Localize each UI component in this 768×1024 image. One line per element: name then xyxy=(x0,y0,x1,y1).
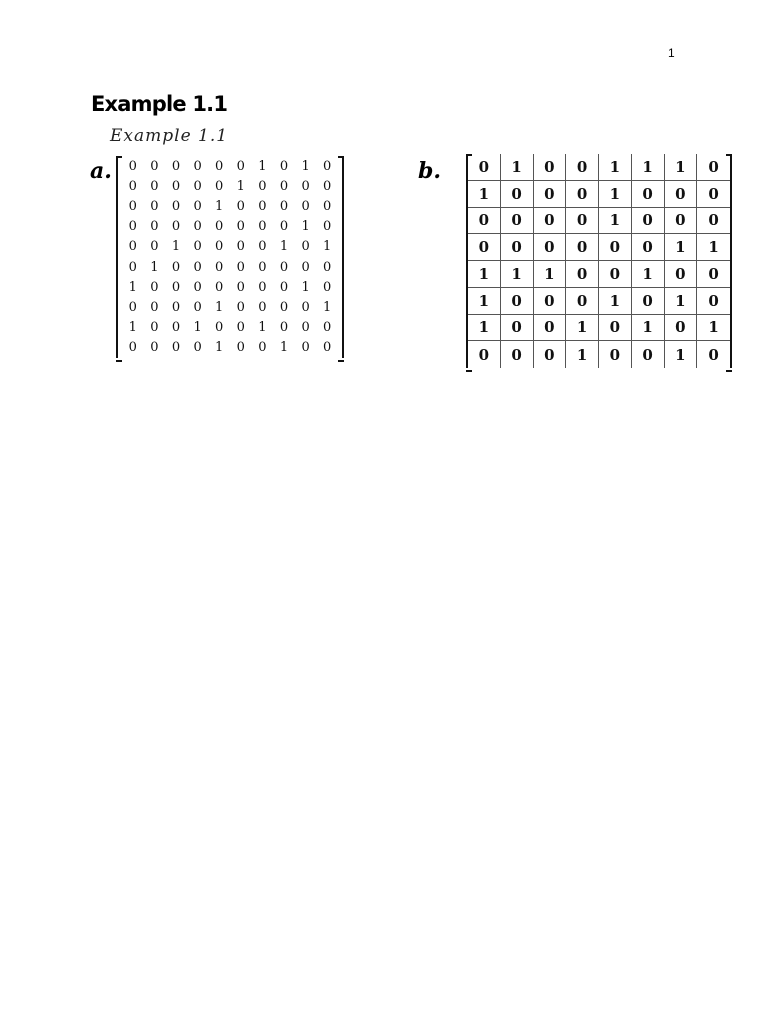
matrix-a-cell: 1 xyxy=(193,320,202,336)
matrix-a-cell: 0 xyxy=(323,259,332,275)
matrix-a-cell: 0 xyxy=(193,178,202,194)
matrix-a-cell: 1 xyxy=(323,239,332,255)
matrix-b-cell: 0 xyxy=(534,208,567,235)
matrix-a-cell: 0 xyxy=(128,259,137,275)
matrix-a-cell: 0 xyxy=(150,239,159,255)
matrix-b-cell: 0 xyxy=(632,181,665,208)
matrix-b-cell: 0 xyxy=(632,234,665,261)
matrix-b-cell: 1 xyxy=(632,261,665,288)
matrix-b-cell: 1 xyxy=(697,315,730,342)
handwritten-matrices-photo xyxy=(88,124,738,374)
matrix-b-cell: 0 xyxy=(697,181,730,208)
matrix-a-cell: 0 xyxy=(258,299,267,315)
matrix-b-cell: 0 xyxy=(566,261,599,288)
matrix-b-cell: 0 xyxy=(665,261,698,288)
matrix-a-grid xyxy=(118,156,342,358)
matrix-a-cell: 0 xyxy=(171,340,181,356)
matrix-b-cell: 1 xyxy=(665,234,698,261)
matrix-b-cell: 1 xyxy=(632,315,665,342)
matrix-a-cell: 1 xyxy=(279,239,289,255)
matrix-a-cell: 0 xyxy=(323,340,332,356)
matrix-a-cell: 0 xyxy=(215,178,224,194)
matrix-b-cell: 0 xyxy=(468,234,501,261)
matrix-a-cell: 0 xyxy=(215,259,224,275)
matrix-a-cell: 0 xyxy=(258,239,267,255)
matrix-a-cell: 1 xyxy=(215,340,224,356)
matrix-a-cell: 0 xyxy=(258,178,267,194)
matrix-a-cell: 0 xyxy=(301,320,310,336)
matrix-a-cell: 1 xyxy=(323,299,332,315)
matrix-b-cell: 1 xyxy=(665,288,698,315)
matrix-a-cell: 0 xyxy=(301,239,310,255)
matrix-b-cell: 0 xyxy=(697,288,730,315)
matrix-a-cell: 0 xyxy=(193,340,202,356)
matrix-a-cell: 1 xyxy=(128,320,137,336)
matrix-a-cell: 0 xyxy=(279,178,289,194)
matrix-b-cell: 0 xyxy=(665,208,698,235)
matrix-b-cell: 0 xyxy=(599,261,632,288)
matrix-b-cell: 0 xyxy=(599,234,632,261)
matrix-b-cell: 0 xyxy=(665,315,698,342)
matrix-a-cell: 0 xyxy=(258,198,267,214)
matrix-b-cell: 0 xyxy=(697,154,730,181)
matrix-a-cell: 0 xyxy=(215,320,224,336)
matrix-a-cell: 0 xyxy=(150,158,159,174)
matrix-a-cell: 0 xyxy=(193,259,202,275)
matrix-b-cell: 0 xyxy=(708,345,719,364)
matrix-a-cell: 0 xyxy=(150,299,159,315)
matrix-a-cell: 1 xyxy=(258,320,267,336)
matrix-a-cell: 0 xyxy=(301,178,310,194)
matrix-a-cell: 0 xyxy=(236,299,245,315)
matrix-a-cell: 0 xyxy=(323,279,332,295)
matrix-a-cell: 0 xyxy=(301,299,310,315)
matrix-b-cell: 1 xyxy=(665,154,698,181)
matrix-a-cell: 1 xyxy=(279,340,289,356)
matrix-b-cell: 1 xyxy=(665,341,698,368)
matrix-b-cell: 1 xyxy=(468,315,501,342)
matrix-b-cell: 0 xyxy=(501,181,534,208)
matrix-a-cell: 0 xyxy=(171,259,181,275)
matrix-b-cell: 1 xyxy=(697,234,730,261)
matrix-a-cell: 0 xyxy=(215,158,224,174)
matrix-b-cell: 0 xyxy=(534,154,567,181)
matrix-b-cell: 1 xyxy=(468,288,501,315)
matrix-a xyxy=(116,156,344,358)
matrix-b-cell: 0 xyxy=(501,315,534,342)
matrix-b-cell: 0 xyxy=(566,288,599,315)
matrix-b-cell: 1 xyxy=(501,154,534,181)
matrix-a-cell: 0 xyxy=(171,178,181,194)
matrix-a-cell: 0 xyxy=(193,198,202,214)
matrix-a-cell: 0 xyxy=(258,279,267,295)
matrix-b-cell: 0 xyxy=(566,154,599,181)
matrix-a-cell: 0 xyxy=(193,219,202,235)
matrix-b-cell: 0 xyxy=(697,208,730,235)
matrix-a-cell: 0 xyxy=(128,198,137,214)
matrix-a-cell: 0 xyxy=(323,320,332,336)
matrix-b-cell: 1 xyxy=(468,181,501,208)
matrix-b-cell: 1 xyxy=(632,154,665,181)
matrix-a-cell: 0 xyxy=(150,279,159,295)
matrix-a-cell: 0 xyxy=(258,259,267,275)
matrix-b-cell: 0 xyxy=(534,315,567,342)
matrix-b-cell: 0 xyxy=(599,315,632,342)
matrix-a-cell: 0 xyxy=(171,198,181,214)
matrix-a-cell: 0 xyxy=(323,198,332,214)
matrix-a-cell: 0 xyxy=(128,239,137,255)
matrix-a-cell: 1 xyxy=(258,158,267,174)
matrix-a-cell: 0 xyxy=(215,219,224,235)
matrix-a-cell: 0 xyxy=(128,178,137,194)
matrix-a-cell: 0 xyxy=(171,158,181,174)
matrix-b-label: b. xyxy=(418,158,442,184)
matrix-b-cell: 0 xyxy=(534,181,567,208)
matrix-b-cell: 0 xyxy=(501,234,534,261)
matrix-a-cell: 0 xyxy=(128,340,137,356)
matrix-a-cell: 0 xyxy=(279,279,289,295)
matrix-a-cell: 0 xyxy=(236,158,245,174)
matrix-a-cell: 1 xyxy=(215,299,224,315)
matrix-a-cell: 0 xyxy=(323,219,332,235)
page-heading: Example 1.1 xyxy=(91,92,228,116)
matrix-a-cell: 0 xyxy=(171,299,181,315)
matrix-a-cell: 1 xyxy=(215,198,224,214)
matrix-a-cell: 0 xyxy=(236,340,245,356)
matrix-b-cell: 0 xyxy=(665,181,698,208)
matrix-b-cell: 0 xyxy=(632,341,665,368)
matrix-a-cell: 0 xyxy=(279,299,289,315)
matrix-a-cell: 0 xyxy=(258,340,267,356)
matrix-a-cell: 0 xyxy=(323,178,332,194)
matrix-a-cell: 0 xyxy=(301,198,310,214)
matrix-a-cell: 0 xyxy=(279,259,289,275)
matrix-a-cell: 0 xyxy=(128,158,137,174)
matrix-b-cell: 0 xyxy=(468,208,501,235)
matrix-a-cell: 1 xyxy=(128,279,137,295)
matrix-a-cell: 0 xyxy=(323,158,332,174)
matrix-b-cell: 1 xyxy=(599,154,632,181)
matrix-a-cell: 0 xyxy=(171,219,181,235)
matrix-a-cell: 0 xyxy=(193,279,202,295)
matrix-b-grid xyxy=(468,154,730,368)
matrix-a-cell: 0 xyxy=(236,219,245,235)
matrix-b-cell: 0 xyxy=(599,341,632,368)
matrix-a-label: a. xyxy=(90,158,112,184)
matrix-a-cell: 0 xyxy=(301,340,310,356)
matrix-a-cell: 0 xyxy=(236,279,245,295)
matrix-b-cell: 0 xyxy=(632,208,665,235)
matrix-a-cell: 0 xyxy=(171,320,181,336)
matrix-b-cell: 0 xyxy=(501,288,534,315)
matrix-a-cell: 0 xyxy=(150,178,159,194)
matrix-b-cell: 0 xyxy=(566,181,599,208)
matrix-a-cell: 0 xyxy=(150,320,159,336)
matrix-b-cell: 0 xyxy=(566,208,599,235)
matrix-a-cell: 1 xyxy=(171,239,181,255)
matrix-a-cell: 1 xyxy=(301,158,310,174)
matrix-a-cell: 0 xyxy=(215,279,224,295)
matrix-a-cell: 0 xyxy=(236,259,245,275)
matrix-a-cell: 0 xyxy=(279,198,289,214)
matrix-b-cell: 1 xyxy=(534,261,567,288)
matrix-b-cell: 0 xyxy=(501,341,534,368)
matrix-b-cell: 0 xyxy=(468,341,501,368)
matrix-b-cell: 1 xyxy=(599,181,632,208)
matrix-a-cell: 1 xyxy=(301,219,310,235)
matrix-b-cell: 1 xyxy=(566,341,599,368)
matrix-b-cell: 0 xyxy=(501,208,534,235)
matrix-a-cell: 0 xyxy=(215,239,224,255)
matrix-a-cell: 0 xyxy=(236,239,245,255)
matrix-a-cell: 0 xyxy=(279,219,289,235)
matrix-a-cell: 0 xyxy=(171,279,181,295)
matrix-b-cell: 0 xyxy=(632,288,665,315)
matrix-a-cell: 0 xyxy=(301,259,310,275)
matrix-a-cell: 1 xyxy=(236,178,245,194)
matrix-b xyxy=(466,154,732,368)
matrix-b-cell: 1 xyxy=(468,261,501,288)
matrix-a-cell: 0 xyxy=(128,299,137,315)
matrix-a-cell: 0 xyxy=(279,320,289,336)
matrix-a-cell: 0 xyxy=(150,340,159,356)
matrix-a-cell: 0 xyxy=(193,299,202,315)
matrix-a-cell: 0 xyxy=(236,198,245,214)
matrix-b-cell: 0 xyxy=(566,234,599,261)
matrix-b-cell: 0 xyxy=(534,234,567,261)
matrix-b-cell: 0 xyxy=(534,288,567,315)
matrix-a-cell: 0 xyxy=(258,219,267,235)
matrix-a-cell: 0 xyxy=(150,198,159,214)
matrix-b-cell: 1 xyxy=(599,288,632,315)
matrix-a-cell: 0 xyxy=(128,219,137,235)
page-number: 1 xyxy=(668,46,675,60)
matrix-a-cell: 0 xyxy=(150,219,159,235)
matrix-a-cell: 0 xyxy=(236,320,245,336)
matrix-b-cell: 0 xyxy=(534,341,567,368)
matrix-a-cell: 1 xyxy=(150,259,159,275)
matrix-a-cell: 0 xyxy=(279,158,289,174)
matrix-a-cell: 0 xyxy=(193,158,202,174)
matrix-a-cell: 0 xyxy=(193,239,202,255)
matrix-b-cell: 1 xyxy=(566,315,599,342)
handwritten-title: Example 1.1 xyxy=(110,126,229,146)
matrix-a-cell: 1 xyxy=(301,279,310,295)
matrix-b-cell: 0 xyxy=(468,154,501,181)
matrix-b-cell: 0 xyxy=(697,261,730,288)
matrix-b-cell: 1 xyxy=(599,208,632,235)
matrix-b-cell: 1 xyxy=(501,261,534,288)
